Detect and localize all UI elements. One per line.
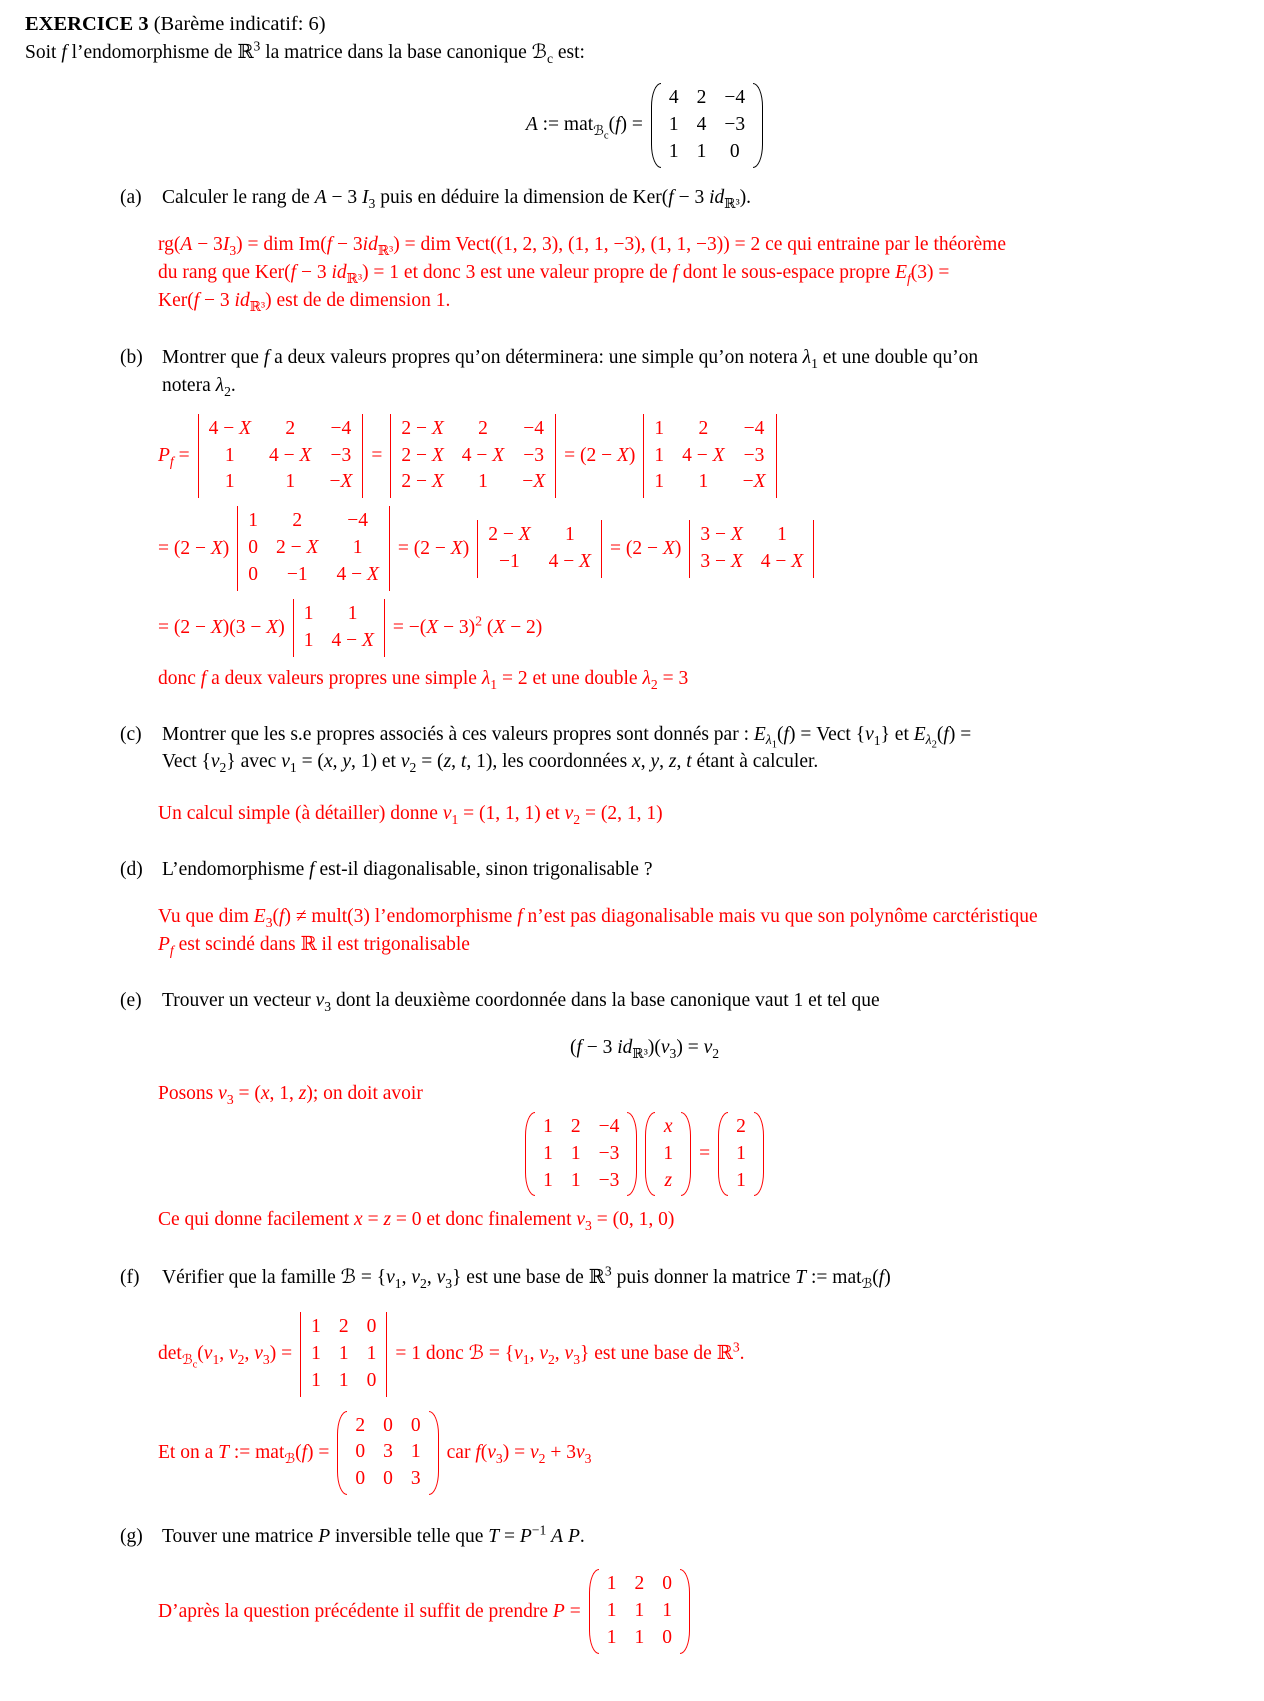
matrix-cell: 1 (543, 1142, 553, 1164)
matrix-cell: 1 (736, 1142, 746, 1164)
factor-2-minus-X: = (2 − X) (610, 537, 682, 559)
matrix-cell: −3 (598, 1169, 620, 1191)
determinant-4 (237, 506, 390, 591)
matrix-cell: 2 (736, 1115, 746, 1137)
question-c-label: (c) (120, 723, 142, 745)
solution-d (158, 903, 1264, 958)
matrix-cell: 0 (383, 1468, 393, 1490)
char-poly-line-1 (158, 414, 1264, 499)
matrix-cell: 1 (224, 471, 235, 493)
matrix-cell: −4 (523, 417, 545, 439)
question-b-line-2: notera $\lambda_2$. (162, 374, 236, 399)
matrix-A (651, 83, 763, 168)
matrix-cell: 2 (478, 417, 488, 439)
matrix-cell: −1 (499, 550, 520, 572)
P-lhs: D’après la question précédente il suffit de prendre P = (158, 1600, 581, 1622)
matrix-cell: 2 (698, 417, 709, 439)
matrix-cell: 2 (292, 510, 303, 532)
matrix-cell: 0 (355, 1468, 366, 1490)
matrix-cell: 4 − X (336, 564, 379, 586)
matrix-cell: 4 − X (461, 444, 505, 466)
matrix-cell: 1 (564, 523, 575, 545)
solution-a-line-1: $rg(A - 3I_3)$ = dim $Im(f - 3id_{ℝ^3})$ = dim Vect((1, 2, 3), (1, 1, −3), (1, 1, −3)) = 2 ce qui entraine par le théorème (158, 234, 1007, 259)
question-e-display-equation (25, 1034, 1264, 1062)
matrix-cell: 4 (696, 113, 707, 135)
matrix-cell: 1 (696, 140, 707, 162)
matrix-cell: 1 (634, 1626, 645, 1648)
matrix-cell: −X (742, 471, 766, 493)
question-b-label: (b) (120, 347, 143, 369)
matrix-cell: 1 (311, 1369, 321, 1391)
matrix-cell: −3 (598, 1142, 620, 1164)
matrix-cell: 1 (285, 471, 296, 493)
matrix-cell: −4 (598, 1115, 620, 1137)
matrix-cell: 0 (410, 1414, 421, 1436)
matrix-cell: −3 (330, 444, 352, 466)
matrix-cell: 1 (410, 1441, 421, 1463)
matrix-cell: −3 (724, 113, 746, 135)
factor-2-minus-X: = (2 − X) (397, 537, 470, 559)
rhs-vector (718, 1112, 764, 1197)
T-justification: car $f(v_3) = v_2 + 3v_3$ (446, 1442, 592, 1466)
matrix-cell: 1 (654, 417, 665, 439)
question-d-text: L’endomorphisme f est-il diagonalisable, sinon trigonalisable ? (162, 858, 653, 880)
question-f-label: (f) (120, 1267, 140, 1289)
matrix-cell: 1 (303, 603, 314, 625)
determinant-7 (293, 599, 385, 657)
matrix-cell: 2 (338, 1315, 349, 1337)
matrix-cell: −4 (347, 510, 369, 532)
f-minus-3id-equation: (f − 3 $id_{ℝ^3})(v_3) = v_2$ (569, 1037, 720, 1062)
matrix-cell: 0 (366, 1369, 377, 1391)
matrix-cell: 0 (248, 564, 259, 586)
matrix-cell: 2 (355, 1414, 366, 1436)
matrix-cell: 1 (311, 1342, 321, 1364)
determinant-2 (390, 414, 556, 499)
matrix-T (337, 1411, 438, 1496)
matrix-cell: −X (329, 471, 353, 493)
matrix-cell: 2 (696, 86, 707, 108)
matrix-cell: −4 (743, 417, 765, 439)
matrix-cell: x (663, 1115, 673, 1137)
matrix-cell: 1 (352, 537, 363, 559)
matrix-cell: 3 − X (700, 523, 743, 545)
matrix-cell: 0 (355, 1441, 366, 1463)
matrix-cell: −1 (286, 564, 308, 586)
char-poly-line-3 (158, 599, 1264, 657)
matrix-cell: 2 − X (488, 523, 531, 545)
question-c-text (162, 721, 1264, 776)
matrix-cell: 2 (634, 1572, 645, 1594)
matrix-cell: 0 (729, 140, 740, 162)
factor-2-minus-X: = (2 − X) (158, 537, 230, 559)
matrix-A-display (25, 83, 1264, 168)
question-g-label: (g) (120, 1526, 143, 1548)
determinant-5 (477, 520, 602, 578)
solution-d-line-1: Vu que dim $E_3(f)$ ≠ mult(3) l’endomorphisme f n’est pas diagonalisable mais vu que son polynôme carctéristique (158, 906, 1038, 931)
solution-f-T-line (158, 1411, 1264, 1496)
matrix-cell: 2 − X (401, 444, 444, 466)
question-e-text: Trouver un vecteur $v_3$ dont la deuxième coordonnée dans la base canonique vaut 1 et tel que (162, 989, 880, 1014)
matrix-cell: 4 − X (682, 444, 725, 466)
coefficient-matrix (525, 1112, 637, 1197)
solution-e-intro: Posons $v_3 = (x$, 1, z); on doit avoir (158, 1083, 423, 1107)
matrix-cell: 1 (634, 1599, 645, 1621)
matrix-cell: 3 (383, 1441, 393, 1463)
matrix-cell: 4 − X (760, 550, 804, 572)
matrix-cell: 1 (654, 471, 665, 493)
matrix-cell: 1 (543, 1115, 553, 1137)
factor-2-minus-X: = (2 − X) (564, 445, 636, 467)
matrix-cell: 1 (654, 444, 665, 466)
matrix-cell: 1 (663, 1142, 674, 1164)
question-c-line-1: Montrer que les s.e propres associés à ces valeurs propres sont donnés par : $E_{\lambda_1}(f)$ = Vect $\{v_1\}$ et $E_{\lambda_2}(f)$ = (162, 723, 972, 749)
matrix-cell: 1 (606, 1572, 617, 1594)
matrix-cell: 2 − X (276, 537, 319, 559)
solution-c: Un calcul simple (à détailler) donne $v_1 = (1$, 1, 1) et $v_2 = (2$, 1, 1) (158, 802, 663, 827)
matrix-cell: 1 (606, 1626, 617, 1648)
exercise-bareme: (Barème indicatif: 6) (153, 13, 326, 35)
matrix-cell: 1 (570, 1142, 581, 1164)
matrix-cell: −3 (523, 444, 545, 466)
matrix-cell: 1 (662, 1599, 672, 1621)
solution-b-conclusion: donc f a deux valeurs propres une simple $\lambda_1 = 2$ et une double $\lambda_2 = 3$ (158, 667, 689, 692)
matrix-cell: 4 − X (331, 629, 374, 651)
question-a-label: (a) (120, 186, 142, 208)
solution-e-matrix-equation (25, 1112, 1264, 1197)
matrix-cell: 1 (366, 1342, 377, 1364)
exercise-title (25, 10, 1264, 39)
equals-sign: = (699, 1143, 711, 1165)
question-d (120, 856, 1264, 884)
matrix-cell: 1 (736, 1169, 746, 1191)
solution-e-outro: Ce qui donne facilement x = z = 0 et donc finalement $v_3 = (0$, 1, 0) (158, 1209, 675, 1234)
matrix-cell: z (664, 1169, 673, 1191)
det-lhs: $\det_{ℬ_c}(v_1$, $v_2$, $v_3$) = (158, 1343, 293, 1371)
char-poly-result: = $-(X - 3)^2$ (X − 2) (392, 613, 543, 639)
matrix-cell: 1 (311, 1315, 321, 1337)
matrix-cell: 1 (668, 113, 679, 135)
matrix-cell: 1 (347, 603, 358, 625)
matrix-cell: 4 − X (269, 444, 312, 466)
question-d-label: (d) (120, 858, 143, 880)
solution-a-line-3: Ker(f − 3 $id_{ℝ^3}$) est de de dimension 1. (158, 289, 451, 314)
determinant-basis (300, 1312, 387, 1397)
matrix-cell: 2 (570, 1115, 581, 1137)
matrix-cell: 1 (777, 523, 787, 545)
matrix-cell: 0 (248, 537, 259, 559)
matrix-cell: 1 (478, 471, 488, 493)
matrix-cell: 1 (303, 629, 314, 651)
question-b-line-1: Montrer que f a deux valeurs propres qu’on déterminera: une simple qu’on notera $\lambda_1$ et une double qu’on (162, 347, 979, 372)
matrix-cell: 1 (338, 1342, 349, 1364)
matrix-cell: 3 (410, 1468, 421, 1490)
matrix-cell: 1 (224, 444, 235, 466)
question-a-text: Calculer le rang de A − 3 $I_3$ puis en déduire la dimension de Ker(f − 3 $id_{ℝ^3}$). (162, 186, 752, 211)
question-e-label: (e) (120, 989, 142, 1011)
question-f (120, 1264, 1264, 1292)
determinant-3 (643, 414, 776, 499)
question-g-text: Touver une matrice P inversible telle que $T = P^{-1}$ A P. (162, 1523, 585, 1548)
matrix-cell: −4 (724, 86, 746, 108)
question-f-text: Vérifier que la famille ℬ = {$v_1$, $v_2$, $v_3$} est une base de ℝ$^3$ puis donner la matrice T := mat$_ℬ$(f) (162, 1264, 891, 1292)
matrix-cell: 1 (248, 510, 259, 532)
matrix-A-lhs: A := mat$_{ℬ_c}$(f) = (525, 114, 643, 142)
matrix-cell: 3 − X (700, 550, 743, 572)
det-conclusion: = 1 donc ℬ = {$v_1$, $v_2$, $v_3$} est une base de ℝ$^3$. (395, 1339, 745, 1368)
solution-g (158, 1569, 1264, 1654)
equals-sign: = (371, 445, 383, 467)
question-b (120, 344, 1264, 399)
determinant-1 (198, 414, 364, 499)
factor-product: = (2 − X)(3 − X) (158, 617, 285, 639)
matrix-P (589, 1569, 690, 1654)
matrix-cell: 2 − X (401, 471, 444, 493)
matrix-cell: 0 (662, 1626, 672, 1648)
question-b-text (162, 344, 1264, 399)
question-e (120, 987, 1264, 1015)
char-poly-line-2 (158, 506, 1264, 591)
solution-d-line-2: $P_f$ est scindé dans ℝ il est trigonalisable (158, 934, 470, 958)
matrix-cell: 4 − X (548, 550, 592, 572)
matrix-cell: 1 (698, 471, 709, 493)
matrix-cell: 1 (570, 1169, 581, 1191)
matrix-cell: −3 (743, 444, 765, 466)
question-g (120, 1523, 1264, 1551)
matrix-cell: 1 (543, 1169, 553, 1191)
matrix-cell: −X (522, 471, 546, 493)
exercise-number: EXERCICE 3 (25, 13, 149, 35)
matrix-cell: 1 (338, 1369, 349, 1391)
T-lhs: Et on a T := mat$_ℬ$(f) = (158, 1442, 330, 1466)
pf-lhs: $P_f$ = (158, 445, 190, 470)
intro-text: Soit f l’endomorphisme de ℝ$^3$ la matrice dans la base canonique ℬ$_c$ est: (25, 39, 585, 66)
matrix-cell: 0 (662, 1572, 672, 1594)
question-a (120, 184, 1264, 212)
question-c-line-2: Vect $\{v_2\}$ avec $v_1 = (x$, y, 1) et $v_2 = (z$, t, 1), les coordonnées x, y, z, t étant à calculer. (162, 751, 819, 776)
matrix-cell: 4 − X (208, 417, 252, 439)
solution-f-det-line (158, 1312, 1264, 1397)
question-c (120, 721, 1264, 776)
matrix-cell: 2 − X (401, 417, 444, 439)
matrix-cell: 1 (606, 1599, 617, 1621)
matrix-cell: 0 (383, 1414, 393, 1436)
matrix-cell: 1 (668, 140, 679, 162)
determinant-6 (689, 520, 814, 578)
solution-a-line-2: du rang que Ker(f − 3 $id_{ℝ^3}) = 1$ et donc 3 est une valeur propre de f dont le sous-espace propre $E_f(3)$ = (158, 261, 950, 286)
matrix-cell: 4 (668, 86, 679, 108)
matrix-cell: −4 (330, 417, 352, 439)
unknown-vector (645, 1112, 691, 1197)
solution-a (158, 231, 1264, 314)
matrix-cell: 0 (366, 1315, 377, 1337)
matrix-cell: 2 (285, 417, 296, 439)
